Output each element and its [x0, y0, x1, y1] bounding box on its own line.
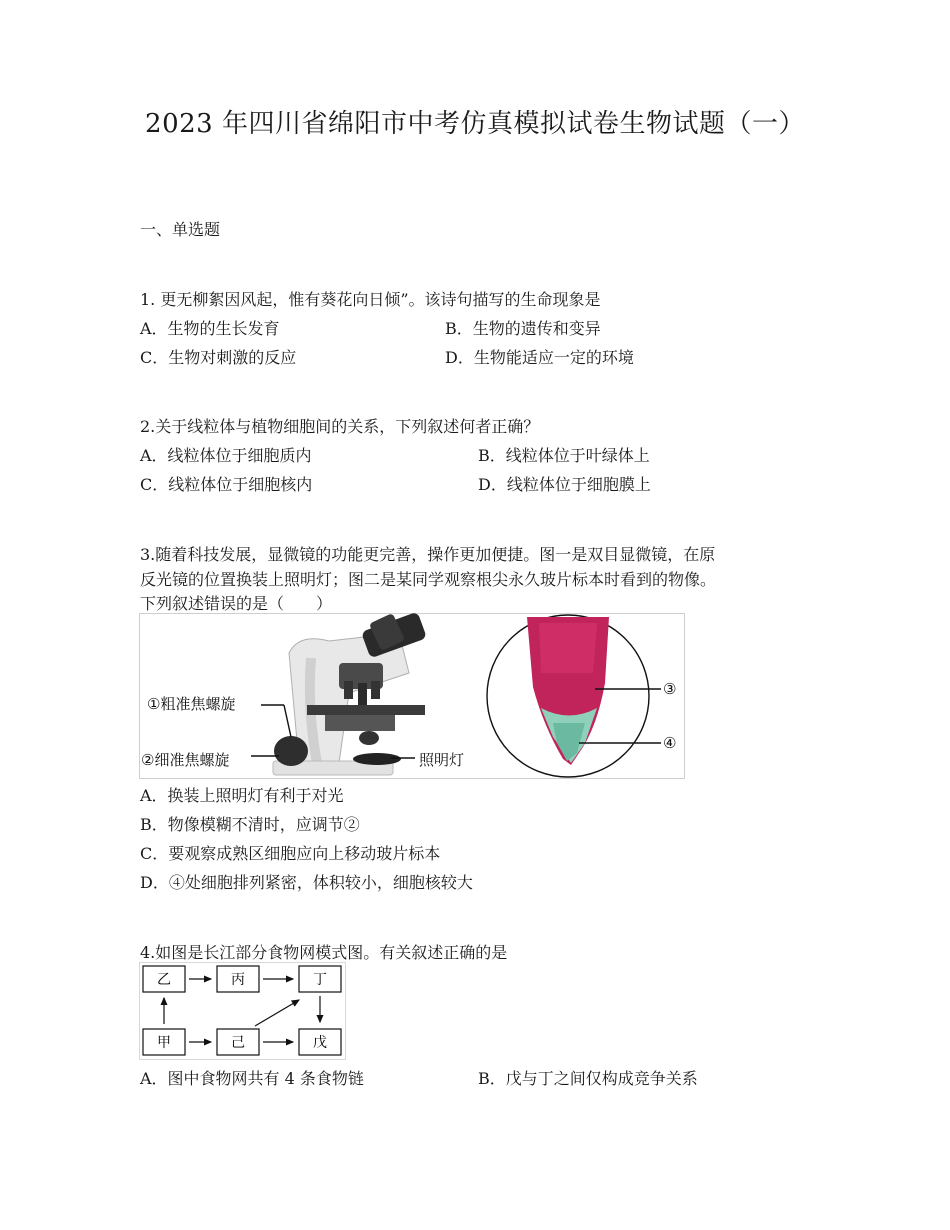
svg-text:乙: 乙	[157, 972, 171, 988]
svg-text:④: ④	[663, 734, 677, 752]
question-3-option-c: C．要观察成熟区细胞应向上移动玻片标本	[140, 844, 441, 863]
svg-text:己: 己	[231, 1035, 245, 1051]
node-bing	[217, 966, 259, 992]
question-3-stem-line-3: 下列叙述错误的是（ ）	[140, 594, 333, 613]
svg-text:①粗准焦螺旋: ①粗准焦螺旋	[147, 695, 236, 713]
node-ding	[299, 966, 341, 992]
question-1-option-a: A．生物的生长发育	[140, 319, 280, 338]
question-3-stem-line-1: 3.随着科技发展，显微镜的功能更完善，操作更加便捷。图一是双目显微镜，在原	[140, 545, 716, 564]
question-2-option-c: C．线粒体位于细胞核内	[140, 475, 313, 494]
svg-text:③: ③	[663, 680, 677, 698]
question-2-option-d: D．线粒体位于细胞膜上	[478, 475, 651, 494]
svg-text:②细准焦螺旋: ②细准焦螺旋	[141, 751, 230, 769]
page-title: 2023 年四川省绵阳市中考仿真模拟试卷生物试题（一）	[145, 109, 805, 139]
question-2-option-a: A．线粒体位于细胞质内	[140, 446, 312, 465]
question-4-option-a: A．图中食物网共有 4 条食物链	[140, 1069, 364, 1088]
question-1-stem: 1. 更无柳絮因风起，惟有葵花向日倾”。该诗句描写的生命现象是	[140, 290, 601, 309]
question-1-option-d: D．生物能适应一定的环境	[445, 348, 634, 367]
question-2-option-b: B．线粒体位于叶绿体上	[478, 446, 650, 465]
question-3-option-a: A．换装上照明灯有利于对光	[140, 786, 344, 805]
svg-text:照明灯: 照明灯	[419, 751, 465, 769]
question-1-option-b: B．生物的遗传和变异	[445, 319, 601, 338]
question-4-option-b: B．戊与丁之间仅构成竞争关系	[478, 1069, 698, 1088]
root-tip-view	[487, 615, 649, 777]
node-ji	[217, 1029, 259, 1055]
question-1-option-c: C．生物对刺激的反应	[140, 348, 297, 367]
svg-text:丙: 丙	[231, 972, 245, 988]
question-3-option-b: B．物像模糊不清时，应调节②	[140, 815, 360, 834]
microscope-and-root-tip-figure	[139, 613, 685, 779]
question-3-stem-line-2: 反光镜的位置换装上照明灯；图二是某同学观察根尖永久玻片标本时看到的物像。	[140, 570, 717, 589]
svg-text:甲: 甲	[157, 1035, 171, 1051]
question-3-option-d: D．④处细胞排列紧密，体积较小，细胞核较大	[140, 873, 473, 892]
food-web-diagram	[139, 962, 346, 1060]
node-wu	[299, 1029, 341, 1055]
svg-text:戊: 戊	[313, 1035, 327, 1051]
node-yi	[143, 966, 185, 992]
question-2-stem: 2.关于线粒体与植物细胞间的关系，下列叙述何者正确？	[140, 417, 540, 436]
node-jia	[143, 1029, 185, 1055]
svg-text:丁: 丁	[313, 972, 327, 988]
question-4-stem: 4.如图是长江部分食物网模式图。有关叙述正确的是	[140, 943, 508, 962]
section-heading: 一、单选题	[140, 220, 221, 239]
